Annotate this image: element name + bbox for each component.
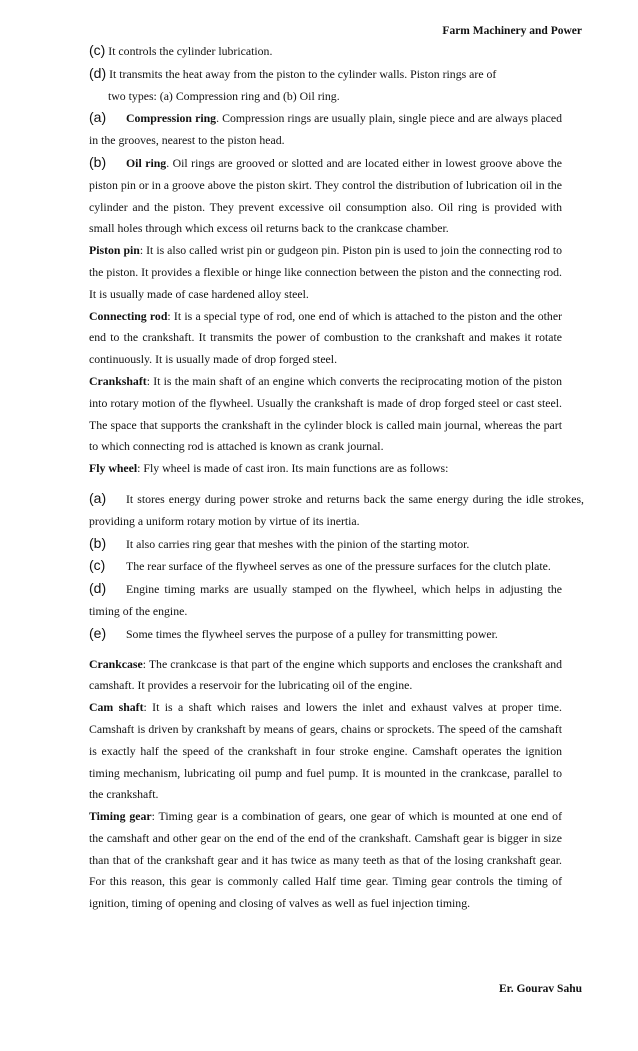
term-text: : Fly wheel is made of cast iron. Its main functions are as follows:	[137, 461, 449, 476]
term-text: : It is a special type of rod, one end of which is attached to the piston and the other end to the crankshaft. It transmits the power of combustion to the crankshaft and makes it rotate continuously. It is usually made of drop forged steel.	[89, 308, 562, 367]
list-marker: (b)	[89, 534, 107, 551]
list-marker: (d)	[89, 580, 107, 597]
list-marker: (a)	[89, 489, 107, 506]
term-text: : It is also called wrist pin or gudgeon pin. Piston pin is used to join the connecting rod to the piston. It provides a flexible or hinge like connection between the piston and the connecting rod. It is usually made of case hardened alloy steel.	[89, 243, 562, 301]
list-marker: (a)	[89, 109, 107, 126]
list-text: It controls the cylinder lubrication.	[108, 44, 273, 58]
term-text: : It is the main shaft of an engine which converts the reciprocating motion of the piston into rotary motion of the flywheel. Usually the crankshaft is made of drop forged steel or cast steel. The space that supports the crankshaft in the cylinder block is called main journal, whereas the part to which connecting rod is attached is known as crank journal.	[89, 373, 562, 454]
list-text: It transmits the heat away from the piston to the cylinder walls. Piston rings are of	[109, 66, 497, 81]
term-heading: Crankshaft	[89, 373, 147, 388]
term-heading: Compression ring	[126, 111, 217, 126]
flywheel-function-c	[89, 555, 562, 578]
term-heading: Cam shaft	[89, 700, 144, 715]
section-connecting-rod	[89, 306, 562, 371]
term-text: : The crankcase is that part of the engine which supports and encloses the crankshaft and camshaft. It provides a reservoir for the lubricating oil of the engine.	[89, 656, 562, 693]
section-crankcase	[89, 654, 562, 698]
term-heading: Oil ring	[126, 155, 167, 170]
ring-type-oil	[89, 152, 562, 240]
list-marker: (c)	[89, 42, 106, 58]
list-marker: (e)	[89, 624, 107, 641]
list-text: It stores energy during power stroke and returns back the same energy during the idle strokes, providing a uniform rotary motion by virtue of its inertia.	[89, 491, 584, 528]
list-text: Engine timing marks are usually stamped on the flywheel, which helps in adjusting the timing of the engine.	[89, 582, 562, 618]
term-heading: Piston pin	[89, 243, 140, 258]
spacer	[89, 480, 562, 488]
flywheel-function-e	[89, 623, 562, 646]
section-fly-wheel	[89, 458, 562, 480]
list-marker: (c)	[89, 557, 106, 574]
flywheel-function-a	[89, 488, 584, 533]
ring-function-c	[89, 40, 562, 63]
spacer	[89, 646, 562, 654]
page-body	[89, 40, 584, 915]
list-marker: (b)	[89, 153, 107, 170]
term-text: . Compression rings are usually plain, single piece and are always placed in the grooves, nearest to the piston head.	[89, 111, 562, 148]
ring-function-d	[89, 63, 562, 86]
ring-type-compression	[89, 107, 562, 152]
term-text: . Oil rings are grooved or slotted and are located either in lowest groove above the piston pin or in a groove above the piston skirt. They control the distribution of lubrication oil in the cylinder and the piston. They prevent excessive oil consumption also. Oil ring is provided with small holes through which excess oil returns back to the crankcase chamber.	[89, 155, 562, 236]
term-heading: Crankcase	[89, 656, 143, 671]
list-marker: (d)	[89, 64, 107, 81]
page-footer-author: Er. Gourav Sahu	[499, 983, 582, 995]
list-text: It also carries ring gear that meshes with the pinion of the starting motor.	[126, 536, 470, 551]
flywheel-function-b	[89, 533, 562, 556]
flywheel-function-d	[89, 578, 562, 623]
section-piston-pin	[89, 240, 562, 305]
page-header-title: Farm Machinery and Power	[442, 25, 582, 37]
section-cam-shaft	[89, 697, 562, 806]
list-text: Some times the flywheel serves the purpose of a pulley for transmitting power.	[126, 626, 498, 641]
term-text: : It is a shaft which raises and lowers the inlet and exhaust valves at proper time. Camshaft is driven by crankshaft by means of gears, chains or sprockets. The speed of the camshaft is exactly half the speed of the crankshaft in four stroke engine. Camshaft operates the ignition timing mechanism, lubricating oil pump and fuel pump. It is mounted in the crankcase, parallel to the crankshaft.	[89, 700, 562, 802]
term-heading: Fly wheel	[89, 461, 138, 476]
ring-function-d-continued: two types: (a) Compression ring and (b) Oil ring.	[108, 88, 340, 103]
section-crankshaft	[89, 371, 562, 458]
section-timing-gear	[89, 806, 562, 915]
term-heading: Timing gear	[89, 809, 152, 824]
term-text: : Timing gear is a combination of gears, one gear of which is mounted at one end of the camshaft and other gear on the end of the end of the crankshaft. Camshaft gear is bigger in size than that of the crankshaft gear and it has twice as many teeth as that of the losing crankshaft gear. For this reason, this gear is commonly called Half time gear. Timing gear controls the timing of ignition, timing of opening and closing of valves as well as fuel injection timing.	[89, 809, 563, 911]
list-text: The rear surface of the flywheel serves as one of the pressure surfaces for the clutch plate.	[126, 559, 551, 574]
term-heading: Connecting rod	[89, 308, 168, 323]
